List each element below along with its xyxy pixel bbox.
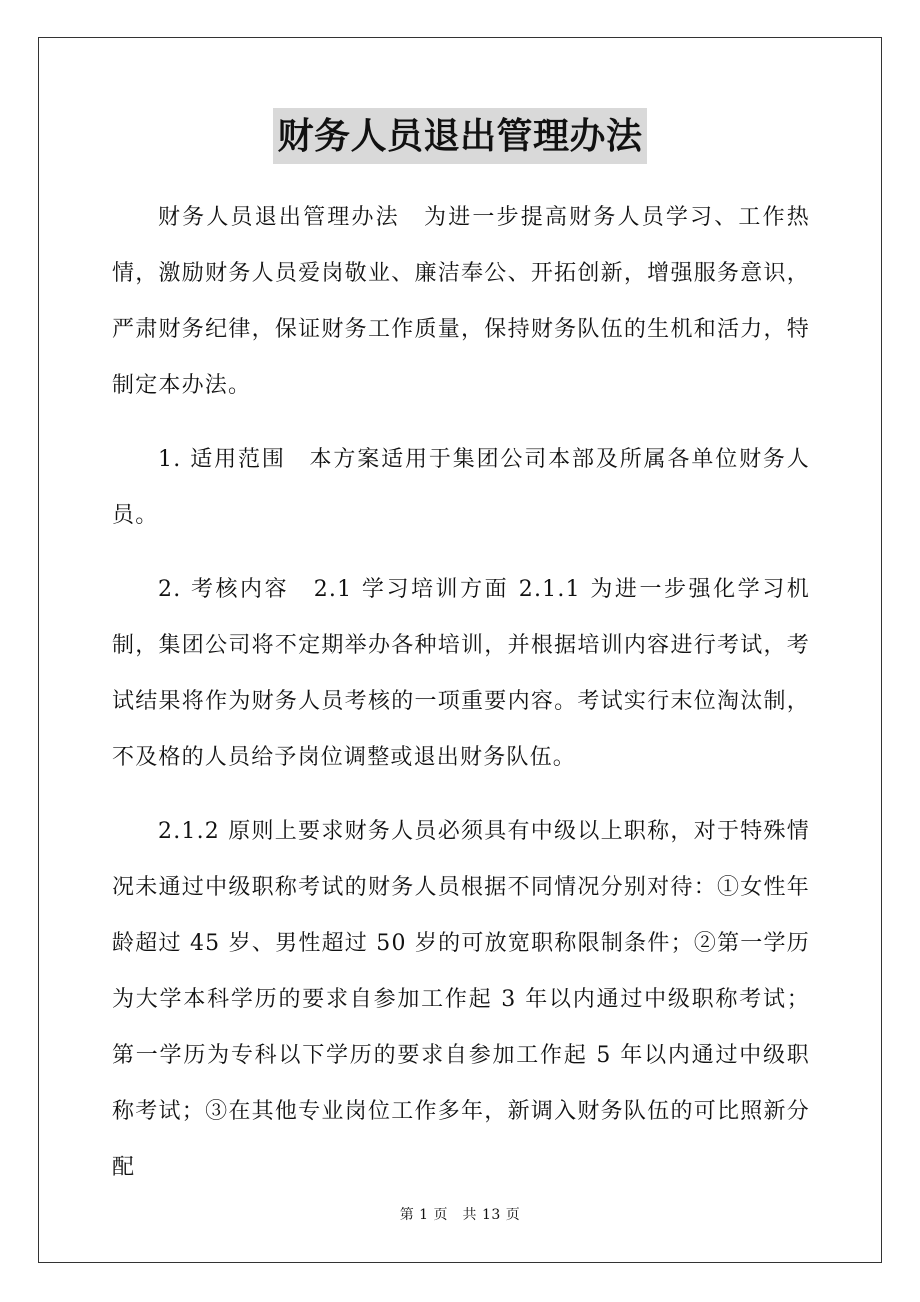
page-title: 财务人员退出管理办法: [273, 108, 646, 164]
paragraph-assessment: 2. 考核内容 2.1 学习培训方面 2.1.1 为进一步强化学习机制，集团公司将不定期举办各种培训，并根据培训内容进行考试，考试结果将作为财务人员考核的一项重要内容。考试实行末位淘汰制，不及格的人员给予岗位调整或退出财务队伍。: [112, 577, 810, 770]
page-title-container: [0, 108, 920, 164]
page-footer: 第 1 页 共 13 页: [399, 1207, 521, 1223]
document-body: [112, 190, 810, 1214]
paragraph-scope: 1. 适用范围 本方案适用于集团公司本部及所属各单位财务人员。: [112, 447, 810, 528]
paragraph-title-requirements: 2.1.2 原则上要求财务人员必须具有中级以上职称，对于特殊情况未通过中级职称考试的财务人员根据不同情况分别对待：①女性年龄超过 45 岁、男性超过 50 岁的可放宽职称限制条件；②第一学历为大学本科学历的要求自参加工作起 3 年以内通过中级职称考试；第一学历为专科以下学历的要求自参加工作起 5 年以内通过中级职称考试；③在其他专业岗位工作多年，新调入财务队伍的可比照新分配: [112, 819, 810, 1180]
paragraph-intro: 财务人员退出管理办法 为进一步提高财务人员学习、工作热情，激励财务人员爱岗敬业、廉洁奉公、开拓创新，增强服务意识，严肃财务纪律，保证财务工作质量，保持财务队伍的生机和活力，特制定本办法。: [112, 205, 810, 398]
